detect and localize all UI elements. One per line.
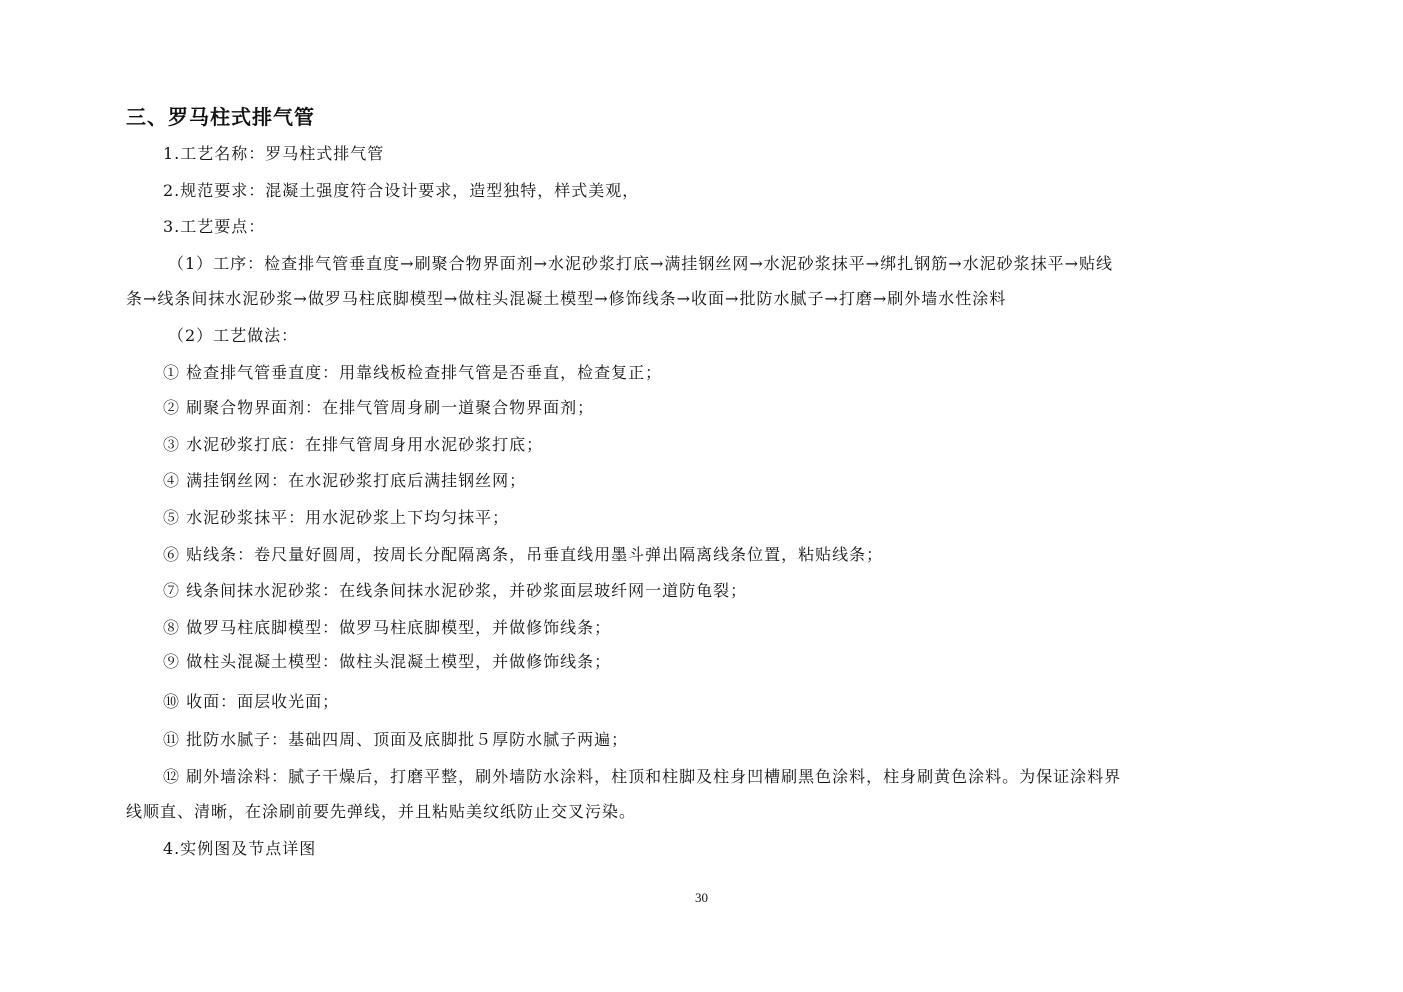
step-item: ⑦ 线条间抹水泥砂浆：在线条间抹水泥砂浆，并砂浆面层玻纤网一道防龟裂；	[163, 581, 748, 600]
step-item: ② 刷聚合物界面剂：在排气管周身刷一道聚合物界面剂；	[163, 398, 595, 417]
example-heading: 4.实例图及节点详图	[163, 839, 317, 858]
spec-line: 2.规范要求：混凝土强度符合设计要求，造型独特，样式美观，	[163, 181, 640, 200]
step-item: ⑩ 收面：面层收光面；	[163, 692, 340, 711]
step-item: ⑥ 贴线条：卷尺量好圆周，按周长分配隔离条，吊垂直线用墨斗弹出隔离线条位置，粘贴线条；	[163, 545, 884, 564]
step-item: ⑨ 做柱头混凝土模型：做柱头混凝土模型，并做修饰线条；	[163, 652, 612, 671]
step-12-continued: 线顺直、清晰，在涂刷前要先弹线，并且粘贴美纹纸防止交叉污染。	[126, 802, 637, 821]
step-item: ④ 满挂钢丝网：在水泥砂浆打底后满挂钢丝网；	[163, 471, 527, 490]
step-item: ③ 水泥砂浆打底：在排气管周身用水泥砂浆打底；	[163, 435, 544, 454]
process-line-1: （1）工序：检查排气管垂直度→刷聚合物界面剂→水泥砂浆打底→满挂钢丝网→水泥砂浆抹平→绑扎钢筋→水泥砂浆抹平→贴线	[168, 254, 1114, 273]
section-title: 三、罗马柱式排气管	[126, 105, 315, 129]
craft-name-line: 1.工艺名称：罗马柱式排气管	[163, 144, 385, 163]
step-item: ⑫ 刷外墙涂料：腻子干燥后，打磨平整，刷外墙防水涂料，柱顶和柱脚及柱身凹槽刷黑色涂料，柱身刷黄色涂料。为保证涂料界	[163, 767, 1122, 786]
page-number: 30	[695, 890, 708, 905]
step-item: ⑪ 批防水腻子：基础四周、顶面及底脚批５厚防水腻子两遍；	[163, 730, 629, 749]
step-item: ① 检查排气管垂直度：用靠线板检查排气管是否垂直，检查复正；	[163, 363, 663, 382]
points-heading: 3.工艺要点：	[163, 217, 266, 236]
process-line-2: 条→线条间抹水泥砂浆→做罗马柱底脚模型→做柱头混凝土模型→修饰线条→收面→批防水腻子→打磨→刷外墙水性涂料	[126, 289, 1007, 308]
method-heading: （2）工艺做法：	[168, 326, 299, 345]
step-item: ⑧ 做罗马柱底脚模型：做罗马柱底脚模型，并做修饰线条；	[163, 618, 612, 637]
step-item: ⑤ 水泥砂浆抹平：用水泥砂浆上下均匀抹平；	[163, 508, 510, 527]
